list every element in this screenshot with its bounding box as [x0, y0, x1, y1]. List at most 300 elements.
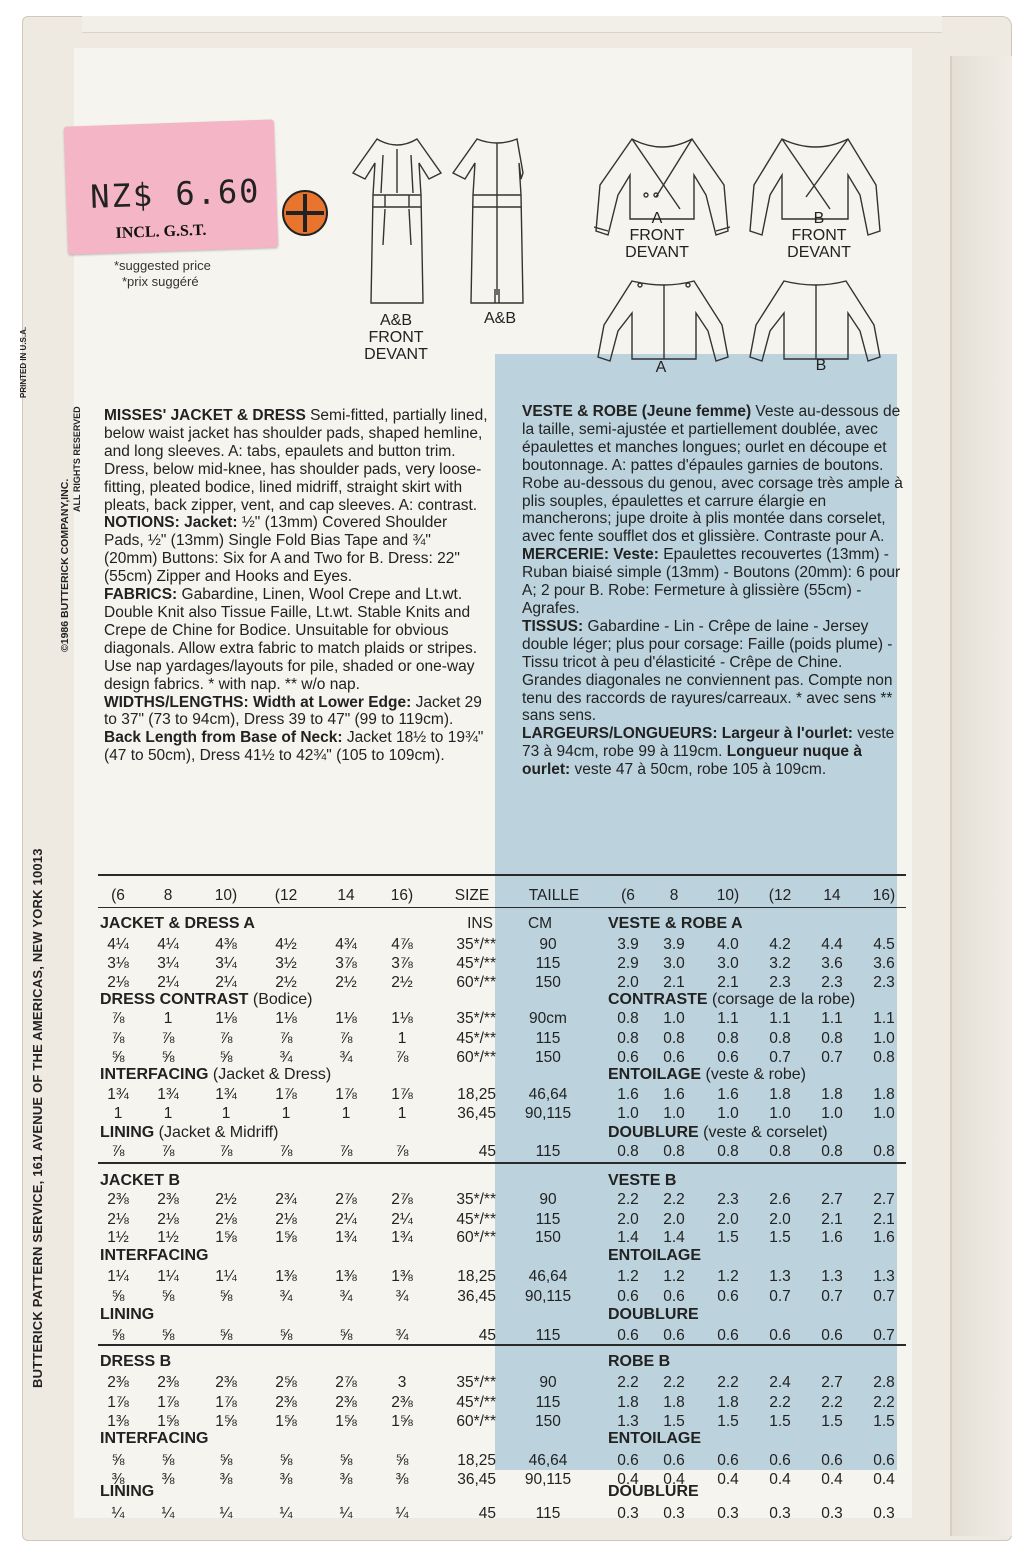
- yardage-ins-cell: 2⅜: [335, 1394, 357, 1411]
- yardage-m-cell: 0.4: [663, 1471, 685, 1488]
- yardage-m-cell: 4.4: [821, 936, 843, 953]
- price-tax-note: INCL. G.S.T.: [115, 221, 207, 242]
- yardage-m-cell: 2.7: [873, 1191, 895, 1208]
- yardage-m-cell: 1.5: [873, 1413, 895, 1430]
- yardage-ins-cell: ⅝: [219, 1452, 233, 1469]
- fr-fabrics-label: TISSUS:: [522, 617, 584, 635]
- width-cm-cell: 115: [535, 1505, 561, 1522]
- yardage-ins-cell: 2¾: [275, 1191, 297, 1208]
- yardage-m-cell: 2.0: [717, 1211, 739, 1228]
- yardage-ins-cell: 1⅞: [275, 1086, 297, 1103]
- yardage-m-cell: 0.6: [617, 1452, 639, 1469]
- yardage-ins-cell: ⅝: [279, 1452, 293, 1469]
- header-size-us: 14: [337, 887, 355, 904]
- yardage-m-cell: 2.0: [617, 1211, 639, 1228]
- width-ins-cell: 60*/**: [456, 1229, 496, 1246]
- yardage-ins-cell: 2⅛: [215, 1211, 237, 1228]
- yardage-ins-cell: 1½: [107, 1229, 129, 1246]
- yardage-ins-cell: ⅝: [111, 1049, 125, 1066]
- section-title-text: LINING: [100, 1124, 155, 1141]
- width-cm-cell: 46,64: [528, 1268, 568, 1285]
- yardage-m-cell: 0.8: [769, 1030, 791, 1047]
- yardage-m-cell: 0.8: [617, 1010, 639, 1027]
- yardage-m-cell: 0.6: [663, 1327, 685, 1344]
- yardage-ins-cell: 1⅝: [275, 1413, 297, 1430]
- yardage-m-cell: 4.2: [769, 936, 791, 953]
- yardage-m-cell: 0.4: [873, 1471, 895, 1488]
- yardage-m-cell: 2.2: [821, 1394, 843, 1411]
- section-title-text: LINING: [100, 1483, 155, 1500]
- side-printed-text: PRINTED IN U.S.A.: [19, 326, 28, 398]
- yardage-m-cell: 1.8: [873, 1086, 895, 1103]
- yardage-m-cell: 1.8: [617, 1394, 639, 1411]
- yardage-m-cell: 1.1: [821, 1010, 843, 1027]
- section-subtitle-fr: (veste & robe): [705, 1066, 806, 1083]
- section-title-fr-text: VESTE & ROBE A: [608, 915, 743, 932]
- yardage-m-cell: 1.6: [663, 1086, 685, 1103]
- price-amount: NZ$ 6.60: [89, 171, 261, 216]
- width-cm-cell: 46,64: [528, 1086, 568, 1103]
- yardage-m-cell: 0.6: [769, 1452, 791, 1469]
- yardage-ins-cell: 1: [163, 1010, 173, 1027]
- yardage-m-cell: 2.0: [663, 1211, 685, 1228]
- yardage-m-cell: 0.6: [663, 1288, 685, 1305]
- yardage-ins-cell: 2¼: [335, 1211, 357, 1228]
- yardage-ins-cell: ¾: [395, 1288, 409, 1305]
- yardage-m-cell: 0.4: [617, 1471, 639, 1488]
- yardage-m-cell: 2.2: [873, 1394, 895, 1411]
- yardage-m-cell: 0.6: [821, 1452, 843, 1469]
- header-size-label: SIZE: [454, 887, 490, 904]
- yardage-m-cell: 2.1: [821, 1211, 843, 1228]
- yardage-ins-cell: 2⅞: [335, 1374, 357, 1391]
- yardage-ins-cell: ⅜: [395, 1471, 409, 1488]
- yardage-ins-cell: 1: [113, 1105, 123, 1122]
- section-group-rule: [98, 1162, 906, 1164]
- width-ins-cell: 36,45: [457, 1105, 496, 1122]
- section-title: [100, 1124, 278, 1142]
- en-notions-text: ½" (13mm) Covered Shoulder Pads, ½" (13mm) Single Fold Bias Tape and ¾" (20mm) Buttons: Six for A and Two for B. Dress: 22" (55cm) Zipper and Hooks and Eyes.: [104, 514, 460, 586]
- width-ins-cell: 18,25: [457, 1268, 496, 1285]
- yardage-ins-cell: 1⅛: [335, 1010, 357, 1027]
- yardage-m-cell: 1.0: [873, 1030, 895, 1047]
- section-title-fr: [608, 1306, 699, 1324]
- en-widths-label: WIDTHS/LENGTHS: Width at Lower Edge:: [104, 693, 412, 711]
- yardage-m-cell: 0.8: [873, 1143, 895, 1160]
- section-title-fr-text: ENTOILAGE: [608, 1247, 702, 1264]
- yardage-m-cell: 0.7: [769, 1049, 791, 1066]
- yardage-m-cell: 0.7: [821, 1288, 843, 1305]
- yardage-m-cell: 0.7: [873, 1288, 895, 1305]
- fr-fabrics-text: Gabardine - Lin - Crêpe de laine - Jersey double léger; plus pour corsage: Faille (poids plume) - Tissu tricot à peu d'élasticité - Crêpe de Chine. Grandes diagonales ne conviennent pas. Compte non tenu des raccords de rayures/carreaux. * avec sens ** sans sens.: [522, 617, 893, 725]
- yardage-ins-cell: 3: [397, 1374, 407, 1391]
- yardage-ins-cell: 1⅛: [215, 1010, 237, 1027]
- yardage-m-cell: 2.1: [663, 974, 685, 991]
- section-title: [100, 1172, 180, 1190]
- yardage-ins-cell: ⅜: [111, 1471, 125, 1488]
- header-rule: [98, 907, 906, 908]
- yardage-m-cell: 1.0: [873, 1105, 895, 1122]
- header-size-fr: (12: [768, 887, 792, 904]
- yardage-ins-cell: 2¼: [391, 1211, 413, 1228]
- fr-notions-label: MERCERIE: Veste:: [522, 546, 659, 564]
- yardage-ins-cell: 1⅛: [275, 1010, 297, 1027]
- yardage-ins-cell: ⅞: [219, 1143, 233, 1160]
- yardage-ins-cell: ⅞: [395, 1143, 409, 1160]
- yardage-m-cell: 0.6: [663, 1049, 685, 1066]
- yardage-ins-cell: ⅞: [279, 1030, 293, 1047]
- section-title-fr: [608, 1172, 676, 1190]
- yardage-ins-cell: 4½: [275, 936, 297, 953]
- yardage-m-cell: 1.0: [769, 1105, 791, 1122]
- yardage-ins-cell: ⅝: [111, 1288, 125, 1305]
- width-cm-cell: 115: [535, 1143, 561, 1160]
- yardage-ins-cell: 1⅝: [215, 1229, 237, 1246]
- yardage-m-cell: 2.0: [617, 974, 639, 991]
- yardage-ins-cell: ⅝: [395, 1452, 409, 1469]
- jacket-b-back-label: B: [815, 357, 827, 374]
- yardage-m-cell: 2.2: [663, 1374, 685, 1391]
- yardage-ins-cell: 1¼: [157, 1268, 179, 1285]
- yardage-m-cell: 2.7: [821, 1191, 843, 1208]
- yardage-m-cell: 0.6: [663, 1452, 685, 1469]
- yardage-ins-cell: ⅞: [279, 1143, 293, 1160]
- yardage-ins-cell: ⅝: [161, 1327, 175, 1344]
- fr-back-label: Longueur nuque à ourlet:: [522, 743, 862, 779]
- yardage-ins-cell: ¼: [219, 1505, 233, 1522]
- yardage-ins-cell: ⅞: [339, 1030, 353, 1047]
- yardage-m-cell: 0.4: [769, 1471, 791, 1488]
- yardage-ins-cell: 1⅞: [335, 1086, 357, 1103]
- yardage-ins-cell: 1¼: [215, 1268, 237, 1285]
- width-cm-cell: 115: [535, 1327, 561, 1344]
- side-copyright-text: ©1986 BUTTERICK COMPANY,INC.: [59, 478, 71, 652]
- yardage-ins-cell: ⅝: [111, 1327, 125, 1344]
- yardage-m-cell: 1.5: [769, 1413, 791, 1430]
- yardage-m-cell: 0.8: [663, 1143, 685, 1160]
- en-back-label: Back Length from Base of Neck:: [104, 729, 343, 747]
- yardage-ins-cell: ⅝: [339, 1452, 353, 1469]
- yardage-m-cell: 1.5: [663, 1413, 685, 1430]
- section-title: [100, 1306, 154, 1324]
- yardage-ins-cell: 1⅝: [215, 1413, 237, 1430]
- yardage-m-cell: 0.6: [821, 1327, 843, 1344]
- yardage-ins-cell: ⅝: [219, 1327, 233, 1344]
- french-description: [522, 403, 905, 779]
- width-ins-cell: 60*/**: [456, 1413, 496, 1430]
- yardage-ins-cell: 2⅜: [275, 1394, 297, 1411]
- en-title: MISSES' JACKET & DRESS: [104, 407, 306, 424]
- yardage-m-cell: 2.0: [769, 1211, 791, 1228]
- yardage-ins-cell: ¾: [339, 1288, 353, 1305]
- yardage-m-cell: 1.3: [873, 1268, 895, 1285]
- yardage-m-cell: 0.8: [821, 1143, 843, 1160]
- section-subtitle-fr: (corsage de la robe): [712, 991, 856, 1008]
- width-ins-cell: 36,45: [457, 1288, 496, 1305]
- section-title-text: LINING: [100, 1306, 155, 1323]
- yardage-ins-cell: 2⅞: [335, 1191, 357, 1208]
- yardage-ins-cell: 1: [281, 1105, 291, 1122]
- yardage-ins-cell: 3¼: [215, 955, 237, 972]
- yardage-ins-cell: ¼: [111, 1505, 125, 1522]
- width-ins-cell: 45*/**: [456, 1030, 496, 1047]
- yardage-m-cell: 0.8: [769, 1143, 791, 1160]
- yardage-m-cell: 2.1: [717, 974, 739, 991]
- width-cm-cell: 90: [539, 1374, 557, 1391]
- yardage-m-cell: 0.8: [873, 1049, 895, 1066]
- yardage-ins-cell: 2⅜: [215, 1374, 237, 1391]
- price-sticker: [64, 119, 278, 254]
- section-title-fr: [608, 1124, 828, 1142]
- width-ins-cell: 18,25: [457, 1086, 496, 1103]
- section-subtitle-fr: (veste & corselet): [703, 1124, 828, 1141]
- section-title-fr-text: VESTE B: [608, 1172, 677, 1189]
- yardage-ins-cell: ¼: [279, 1505, 293, 1522]
- header-size-fr: 16): [872, 887, 896, 904]
- yardage-m-cell: 1.6: [873, 1229, 895, 1246]
- width-cm-cell: 90: [539, 1191, 557, 1208]
- jacket-b-front-label: B FRONT DEVANT: [787, 210, 851, 261]
- width-ins-cell: 35*/**: [456, 1191, 496, 1208]
- section-title-fr: [608, 1430, 701, 1448]
- yardage-ins-cell: ⅜: [161, 1471, 175, 1488]
- section-title: [100, 1353, 171, 1371]
- yardage-m-cell: 0.8: [617, 1030, 639, 1047]
- yardage-m-cell: 1.6: [717, 1086, 739, 1103]
- yardage-ins-cell: 1⅝: [275, 1229, 297, 1246]
- yardage-m-cell: 1.6: [617, 1086, 639, 1103]
- yardage-ins-cell: 3¼: [157, 955, 179, 972]
- yardage-ins-cell: 1⅞: [107, 1394, 129, 1411]
- yardage-ins-cell: 1⅝: [157, 1413, 179, 1430]
- section-title-fr: [608, 1483, 699, 1501]
- width-ins-cell: 45*/**: [456, 1394, 496, 1411]
- fr-description: Veste au-dessous de la taille, semi-ajustée et partiellement doublée, avec épaulettes et manches longues; ourlet en découpe et boutonnage. A: pattes d'épaules garnies de boutons. Robe au-dessous du genou, avec corsage très ample à plis souples, épaulettes et carrure élargie en mancherons; jupe droite à plis montée dans corselet, avec fente soufflet dos et glissière. Contraste pour A.: [522, 403, 903, 546]
- yardage-m-cell: 1.2: [663, 1268, 685, 1285]
- width-cm-cell: 115: [535, 955, 561, 972]
- width-ins-cell: 45: [478, 1327, 496, 1344]
- width-ins-cell: 36,45: [457, 1471, 496, 1488]
- yardage-ins-cell: 2½: [391, 974, 413, 991]
- section-title-text: JACKET B: [100, 1172, 181, 1189]
- fr-widths-label: LARGEURS/LONGUEURS: Largeur à l'ourlet:: [522, 725, 853, 743]
- yardage-m-cell: 0.6: [617, 1327, 639, 1344]
- section-title-fr-text: ROBE B: [608, 1353, 671, 1370]
- section-title-fr-text: DOUBLURE: [608, 1124, 699, 1141]
- yardage-m-cell: 0.3: [717, 1505, 739, 1522]
- yardage-m-cell: 0.4: [821, 1471, 843, 1488]
- envelope-side-flap: [950, 56, 1012, 1536]
- yardage-ins-cell: ⅝: [279, 1327, 293, 1344]
- section-title-fr: [608, 991, 855, 1009]
- header-size-us: 16): [390, 887, 414, 904]
- yardage-m-cell: 1.0: [663, 1010, 685, 1027]
- yardage-m-cell: 1.2: [717, 1268, 739, 1285]
- section-title-fr-text: DOUBLURE: [608, 1306, 699, 1323]
- width-cm-cell: 115: [535, 1030, 561, 1047]
- yardage-m-cell: 1.8: [717, 1394, 739, 1411]
- yardage-ins-cell: 1: [397, 1105, 407, 1122]
- header-size-fr: 10): [716, 887, 740, 904]
- section-subtitle: (Jacket & Dress): [212, 1066, 332, 1083]
- yardage-m-cell: 2.2: [617, 1191, 639, 1208]
- section-title-text: JACKET & DRESS A: [100, 915, 255, 932]
- width-cm-cell: 90,115: [524, 1105, 572, 1122]
- yardage-m-cell: 1.4: [663, 1229, 685, 1246]
- yardage-m-cell: 0.7: [821, 1049, 843, 1066]
- yardage-m-cell: 2.2: [617, 1374, 639, 1391]
- yardage-ins-cell: 1¾: [335, 1229, 357, 1246]
- yardage-ins-cell: 4¾: [335, 936, 357, 953]
- yardage-ins-cell: 1½: [157, 1229, 179, 1246]
- width-ins-cell: 45: [478, 1143, 496, 1160]
- yardage-m-cell: 0.6: [769, 1327, 791, 1344]
- units-cm: CM: [527, 915, 553, 932]
- yardage-ins-cell: 1⅜: [107, 1413, 129, 1430]
- yardage-ins-cell: ¼: [339, 1505, 353, 1522]
- yardage-ins-cell: ⅞: [111, 1143, 125, 1160]
- yardage-ins-cell: 2½: [275, 974, 297, 991]
- section-title-text: DRESS CONTRAST: [100, 991, 249, 1008]
- width-ins-cell: 45: [478, 1505, 496, 1522]
- section-group-rule: [98, 1344, 906, 1346]
- yardage-ins-cell: 2⅛: [107, 974, 129, 991]
- width-cm-cell: 115: [535, 1394, 561, 1411]
- en-back-text: Jacket 18½ to 19¾" (47 to 50cm), Dress 41½ to 42¾" (105 to 109cm).: [104, 729, 484, 765]
- yardage-m-cell: 2.3: [717, 1191, 739, 1208]
- yardage-m-cell: 1.1: [717, 1010, 739, 1027]
- yardage-ins-cell: 1⅞: [391, 1086, 413, 1103]
- yardage-ins-cell: ¾: [279, 1049, 293, 1066]
- yardage-ins-cell: 2⅜: [107, 1374, 129, 1391]
- yardage-ins-cell: ⅝: [161, 1288, 175, 1305]
- yardage-ins-cell: ⅜: [339, 1471, 353, 1488]
- yardage-m-cell: 0.3: [769, 1505, 791, 1522]
- table-top-rule: [98, 874, 906, 876]
- yardage-ins-cell: 4¼: [107, 936, 129, 953]
- yardage-ins-cell: 3½: [275, 955, 297, 972]
- yardage-m-cell: 2.3: [769, 974, 791, 991]
- width-ins-cell: 45*/**: [456, 955, 496, 972]
- width-cm-cell: 90cm: [529, 1010, 567, 1027]
- section-title-text: INTERFACING: [100, 1430, 209, 1447]
- yardage-m-cell: 2.8: [873, 1374, 895, 1391]
- yardage-m-cell: 0.8: [821, 1030, 843, 1047]
- yardage-m-cell: 0.6: [717, 1327, 739, 1344]
- yardage-ins-cell: ⅜: [279, 1471, 293, 1488]
- english-description: [104, 407, 488, 765]
- yardage-m-cell: 0.8: [717, 1030, 739, 1047]
- width-ins-cell: 35*/**: [456, 1010, 496, 1027]
- yardage-m-cell: 1.8: [821, 1086, 843, 1103]
- yardage-m-cell: 1.0: [821, 1105, 843, 1122]
- width-ins-cell: 35*/**: [456, 936, 496, 953]
- yardage-ins-cell: 4⅜: [215, 936, 237, 953]
- dress-front-label: A&B FRONT DEVANT: [364, 312, 428, 363]
- section-title-fr: [608, 915, 743, 933]
- section-title-text: INTERFACING: [100, 1247, 209, 1264]
- header-taille-label: TAILLE: [528, 887, 580, 904]
- width-ins-cell: 45*/**: [456, 1211, 496, 1228]
- yardage-ins-cell: 3⅛: [107, 955, 129, 972]
- yardage-ins-cell: ⅞: [339, 1143, 353, 1160]
- yardage-m-cell: 1.5: [717, 1413, 739, 1430]
- yardage-m-cell: 1.5: [821, 1413, 843, 1430]
- yardage-m-cell: 0.7: [873, 1327, 895, 1344]
- width-cm-cell: 150: [535, 1049, 561, 1066]
- yardage-ins-cell: ¾: [339, 1049, 353, 1066]
- yardage-ins-cell: 2⅜: [157, 1191, 179, 1208]
- yardage-m-cell: 2.1: [873, 1211, 895, 1228]
- yardage-ins-cell: 1: [341, 1105, 351, 1122]
- yardage-ins-cell: ⅝: [339, 1327, 353, 1344]
- section-title-fr-text: ENTOILAGE: [608, 1066, 702, 1083]
- section-title: [100, 1430, 208, 1448]
- section-title-fr: [608, 1066, 806, 1084]
- yardage-ins-cell: 1¾: [391, 1229, 413, 1246]
- yardage-ins-cell: 2½: [335, 974, 357, 991]
- yardage-ins-cell: 1⅜: [391, 1268, 413, 1285]
- yardage-m-cell: 1.4: [617, 1229, 639, 1246]
- yardage-ins-cell: ¼: [395, 1505, 409, 1522]
- width-cm-cell: 150: [535, 974, 561, 991]
- yardage-m-cell: 3.2: [769, 955, 791, 972]
- width-ins-cell: 18,25: [457, 1452, 496, 1469]
- yardage-ins-cell: ¾: [279, 1288, 293, 1305]
- yardage-m-cell: 1.5: [769, 1229, 791, 1246]
- yardage-m-cell: 0.8: [617, 1143, 639, 1160]
- yardage-ins-cell: 1⅜: [275, 1268, 297, 1285]
- width-ins-cell: 60*/**: [456, 1049, 496, 1066]
- width-cm-cell: 150: [535, 1413, 561, 1430]
- yardage-m-cell: 0.6: [717, 1452, 739, 1469]
- yardage-m-cell: 3.6: [873, 955, 895, 972]
- section-title: [100, 991, 312, 1009]
- yardage-m-cell: 1.2: [617, 1268, 639, 1285]
- section-title-fr: [608, 1247, 701, 1265]
- yardage-m-cell: 0.6: [617, 1288, 639, 1305]
- yardage-ins-cell: 1¾: [157, 1086, 179, 1103]
- yardage-m-cell: 3.0: [663, 955, 685, 972]
- yardage-m-cell: 4.5: [873, 936, 895, 953]
- yardage-ins-cell: ⅝: [111, 1452, 125, 1469]
- top-edge-strip: [82, 16, 942, 33]
- yardage-m-cell: 1.3: [617, 1413, 639, 1430]
- yardage-ins-cell: 2⅛: [107, 1211, 129, 1228]
- header-size-us: (12: [274, 887, 298, 904]
- registration-target-icon: [282, 190, 328, 236]
- yardage-ins-cell: ⅝: [161, 1452, 175, 1469]
- yardage-m-cell: 0.6: [617, 1049, 639, 1066]
- yardage-ins-cell: ⅞: [219, 1030, 233, 1047]
- header-size-fr: (6: [621, 887, 635, 904]
- section-title-text: INTERFACING: [100, 1066, 209, 1083]
- header-size-us: (6: [111, 887, 125, 904]
- yardage-ins-cell: 1⅝: [391, 1413, 413, 1430]
- yardage-ins-cell: ⅝: [219, 1049, 233, 1066]
- section-subtitle: (Jacket & Midriff): [158, 1124, 279, 1141]
- suggested-price-fr: *prix suggéré: [122, 274, 199, 289]
- fr-back-text: veste 47 à 50cm, robe 105 à 109cm.: [574, 761, 827, 779]
- yardage-ins-cell: 1⅞: [215, 1394, 237, 1411]
- yardage-ins-cell: 1: [221, 1105, 231, 1122]
- yardage-m-cell: 1.0: [717, 1105, 739, 1122]
- yardage-ins-cell: ¼: [161, 1505, 175, 1522]
- yardage-m-cell: 2.9: [617, 955, 639, 972]
- yardage-ins-cell: ⅜: [219, 1471, 233, 1488]
- yardage-ins-cell: ⅞: [111, 1010, 125, 1027]
- yardage-ins-cell: 2⅜: [107, 1191, 129, 1208]
